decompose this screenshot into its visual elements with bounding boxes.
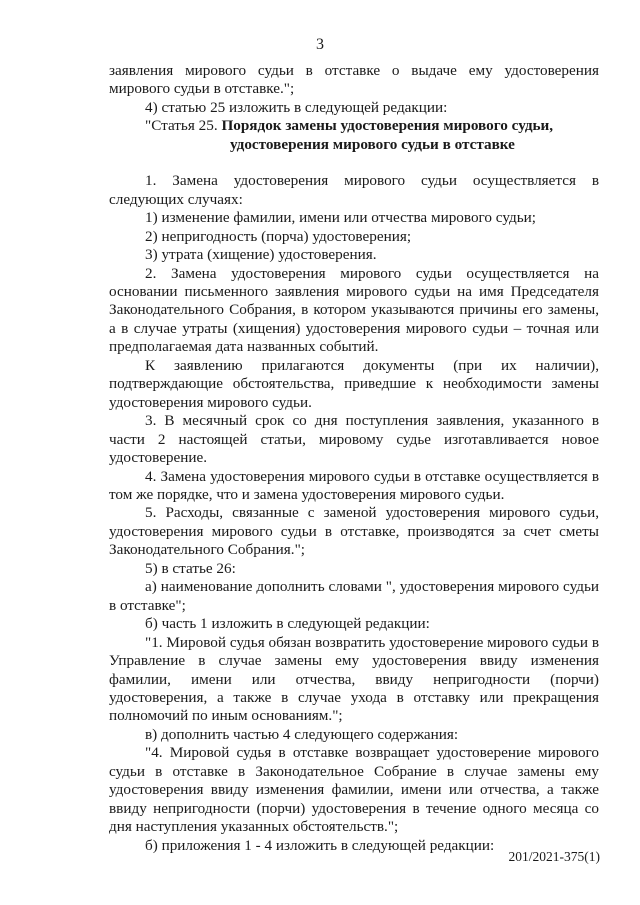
paragraph-item-5: 5) в статье 26:	[145, 559, 236, 577]
paragraph-subitem-b: б) часть 1 изложить в следующей редакции:	[145, 615, 430, 633]
article-title-line1: Порядок замены удостоверения мирового судьи,	[221, 117, 554, 135]
page-number: 3	[316, 36, 324, 53]
paragraph-continuation: заявления мирового судьи в отставке о выдаче ему удостоверения мирового судьи в отставке.";	[109, 62, 599, 98]
paragraph-attachments: К заявлению прилагаются документы (при их наличии), подтверждающие обстоятельства, приведшие к необходимости замены удостоверения мирового судьи.	[109, 356, 599, 411]
list-item-case-2: 2) непригодность (порча) удостоверения;	[145, 227, 412, 245]
paragraph-quote-part-4: "4. Мировой судья в отставке возвращает удостоверение мирового судьи в отставке в Законодательное Собрание в случае замены ему удостоверения ввиду изменения фамилии, имени или отчества, а также ввиду непригодности (порчи) удостоверения в течение одного месяца со дня наступления указанных обстоятельств.";	[109, 744, 599, 836]
article-prefix: "Статья 25.	[145, 117, 218, 135]
paragraph-quote-part-1: "1. Мировой судья обязан возвратить удостоверение мирового судьи в Управление в случае замены ему удостоверения ввиду изменения фамилии, имени или отчества, ввиду непригодности (порчи) удостоверения, а также в случае ухода в отставку или прекращения полномочий по иным основаниям.";	[109, 633, 599, 725]
paragraph-part-4: 4. Замена удостоверения мирового судьи в отставке осуществляется в том же порядке, что и замена удостоверения мирового судьи.	[109, 467, 599, 503]
list-item-case-1: 1) изменение фамилии, имени или отчества мирового судьи;	[145, 209, 536, 227]
paragraph-part-3: 3. В месячный срок со дня поступления заявления, указанного в части 2 настоящей статьи, мировому судье изготавливается новое удостоверение.	[109, 412, 599, 467]
paragraph-part-2: 2. Замена удостоверения мирового судьи осуществляется на основании письменного заявления мирового судьи на имя Председателя Законодательного Собрания, в котором указываются причины его замены, а в случае утраты (хищения) удостоверения мирового судьи – точная или предполагаемая дата названных событий.	[109, 264, 599, 356]
paragraph-subitem-b-appendix: б) приложения 1 - 4 изложить в следующей редакции:	[145, 836, 495, 854]
document-code: 201/2021-375(1)	[508, 849, 600, 864]
paragraph-subitem-a: а) наименование дополнить словами ", удостоверения мирового судьи в отставке";	[109, 578, 599, 614]
paragraph-subitem-v: в) дополнить частью 4 следующего содержания:	[145, 725, 459, 743]
article-heading	[109, 117, 599, 135]
document-body	[109, 62, 599, 855]
paragraph-part-1: 1. Замена удостоверения мирового судьи осуществляется в следующих случаях:	[109, 172, 599, 208]
paragraph-item-4: 4) статью 25 изложить в следующей редакции:	[145, 98, 448, 116]
spacer	[109, 154, 599, 172]
paragraph-part-5: 5. Расходы, связанные с заменой удостоверения мирового судьи, удостоверения мирового судьи в отставке, производятся за счет сметы Законодательного Собрания.";	[109, 504, 599, 559]
list-item-case-3: 3) утрата (хищение) удостоверения.	[145, 246, 377, 264]
article-title-line2: удостоверения мирового судьи в отставке	[230, 135, 515, 153]
